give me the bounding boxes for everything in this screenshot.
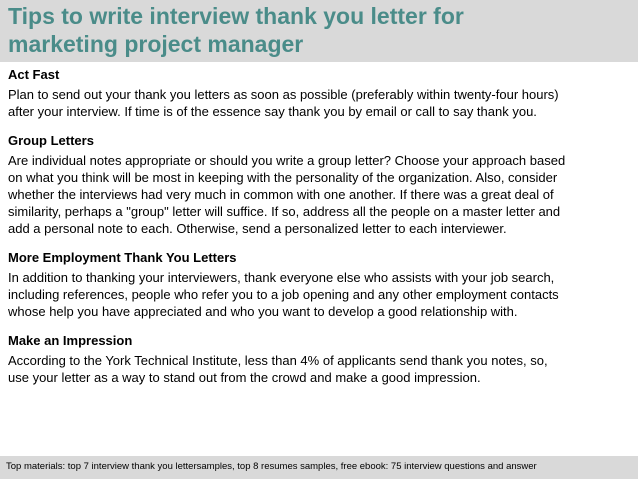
section-heading: Act Fast <box>8 67 60 82</box>
section-heading: More Employment Thank You Letters <box>8 250 237 265</box>
paragraph-line: whose help you have appreciated and who you want to develop a good relationship with. <box>8 304 518 319</box>
footer-bar <box>0 456 638 479</box>
paragraph-line: Plan to send out your thank you letters as soon as possible (preferably within twenty-four hours) <box>8 87 559 102</box>
paragraph-line: add a personal note to each. Otherwise, send a personalized letter to each interviewer. <box>8 221 507 236</box>
section-more-employment-thank-you-letters <box>8 249 632 320</box>
paragraph-line: similarity, perhaps a "group" letter will suffice. If so, address all the people on a master letter and <box>8 204 561 219</box>
section-heading: Group Letters <box>8 133 94 148</box>
page-title-line: Tips to write interview thank you letter for <box>8 3 464 29</box>
paragraph-line: use your letter as a way to stand out from the crowd and make a good impression. <box>8 370 481 385</box>
section-act-fast <box>8 66 632 120</box>
content-area <box>8 66 632 386</box>
paragraph-line: including references, people who refer you to a job opening and any other employment contacts <box>8 287 559 302</box>
footer-text: Top materials: top 7 interview thank you lettersamples, top 8 resumes samples, free ebook: 75 interview questions and answer <box>6 461 537 472</box>
title-bar <box>0 0 638 62</box>
paragraph-line: In addition to thanking your interviewers, thank everyone else who assists with your job search, <box>8 270 555 285</box>
section-make-an-impression <box>8 332 632 386</box>
page-title <box>8 2 464 58</box>
paragraph-line: after your interview. If time is of the essence say thank you by email or call to say thank you. <box>8 104 537 119</box>
page-title-line: marketing project manager <box>8 31 304 57</box>
paragraph-line: Are individual notes appropriate or should you write a group letter? Choose your approach based <box>8 153 566 168</box>
paragraph-line: whether the interviews had very much in common with one another. If there was a great deal of <box>8 187 554 202</box>
paragraph-line: According to the York Technical Institute, less than 4% of applicants send thank you notes, so, <box>8 353 548 368</box>
section-group-letters <box>8 132 632 237</box>
paragraph-line: on what you think will be most in keeping with the personality of the organization. Also, consider <box>8 170 558 185</box>
section-heading: Make an Impression <box>8 333 133 348</box>
